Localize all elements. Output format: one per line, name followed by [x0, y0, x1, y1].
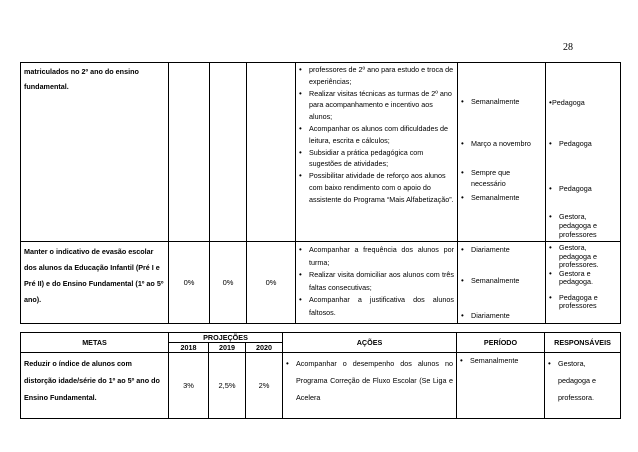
table-row [21, 353, 621, 419]
acao-text: Realizar visita domiciliar aos alunos com três faltas consecutivas; [309, 270, 454, 292]
header-row [21, 333, 621, 343]
year-2020-header: 2020 [246, 343, 283, 353]
responsaveis-cell [546, 242, 621, 324]
responsavel-item [548, 355, 617, 406]
periodo-text: Sempre que necessário [471, 167, 511, 189]
acao-text: Subsidiar a prática pedagógica com sugestões de atividades; [309, 147, 424, 169]
acoes-cell [296, 63, 458, 242]
goals-table [20, 332, 621, 419]
acao-text: Acompanhar a justificativa dos alunos faltosos. [309, 295, 454, 317]
responsavel-text: Gestora, pedagoga e professora. [558, 359, 596, 402]
acao-text: Acompanhar a frequência dos alunos por turma; [309, 245, 454, 267]
projection-2020-cell: 0% [247, 242, 296, 324]
periodo-cell [457, 353, 545, 419]
goals-table-continued [20, 62, 621, 324]
projection-2018-cell [169, 63, 210, 242]
responsaveis-cell [546, 63, 621, 242]
acao-item [299, 147, 454, 171]
periodo-text: Semanalmente [471, 193, 520, 203]
acao-text: Acompanhar o desempenho dos alunos no Programa Correção de Fluxo Escolar (Se Liga e Acelera [296, 359, 453, 402]
acao-item [299, 64, 454, 88]
periodo-text: Semanalmente [470, 356, 519, 365]
meta-text: Manter o indicativo de evasão escolar dos alunos da Educação Infantil (Pré I e Pré II) e do Ensino Fundamental (1º ao 5º ano). [24, 247, 164, 304]
responsavel-item [549, 244, 617, 270]
table-row [21, 242, 621, 324]
periodo-cell [458, 242, 546, 324]
responsaveis-header: RESPONSÁVEIS [545, 333, 621, 353]
projection-2018-cell: 0% [169, 242, 210, 324]
periodo-text: Março a novembro [471, 138, 531, 148]
responsavel-item [549, 294, 617, 311]
responsavel-text: Pedagoga [559, 139, 592, 148]
periodo-text: Diariamente [471, 311, 510, 320]
periodo-item [460, 355, 541, 366]
responsavel-item [549, 139, 617, 148]
projection-2019-cell: 0% [210, 242, 247, 324]
projection-2019-cell: 2,5% [209, 353, 246, 419]
periodo-item [461, 192, 542, 204]
acao-text: professores de 2º ano para estudo e troca de experiências; [309, 65, 454, 86]
responsavel-text: Pedagoga [552, 98, 585, 107]
periodo-item [461, 275, 542, 286]
meta-cell [21, 353, 169, 419]
projection-2020-cell: 2% [246, 353, 283, 419]
responsavel-text: Gestora e pedagoga. [559, 268, 593, 286]
acao-item [299, 123, 454, 147]
responsavel-text: Pedagoga e professores [559, 292, 598, 310]
acoes-cell [296, 242, 458, 324]
responsavel-item [549, 184, 617, 193]
projecoes-header: PROJEÇÕES [169, 333, 283, 343]
meta-cell [21, 242, 169, 324]
acao-text: Possibilitar atividade de reforço aos alunos com baixo rendimento com o apoio do assistente do Programa “Mais Alfabetização”. [309, 171, 454, 204]
projection-2020-cell [247, 63, 296, 242]
acao-item [286, 355, 453, 406]
projection-2018-cell: 3% [169, 353, 209, 419]
responsavel-text: Gestora, pedagoga e professores. [559, 243, 599, 269]
acao-item [299, 294, 454, 319]
acoes-header: AÇÕES [283, 333, 457, 353]
periodo-text: Semanalmente [471, 276, 520, 285]
periodo-item [461, 310, 542, 321]
periodo-header: PERÍODO [457, 333, 545, 353]
metas-header: METAS [21, 333, 169, 353]
acao-text: Realizar visitas técnicas as turmas de 2º ano para acompanhamento e incentivo aos alunos; [309, 88, 452, 122]
responsavel-text: Pedagoga [559, 184, 592, 193]
acao-item [299, 244, 454, 269]
page-number: 28 [563, 42, 573, 53]
periodo-item [461, 167, 542, 191]
responsavel-item [549, 98, 617, 107]
acao-item [299, 269, 454, 294]
periodo-item [461, 96, 542, 108]
periodo-item [461, 138, 542, 150]
periodo-text: Semanalmente [471, 97, 520, 106]
table-row [21, 63, 621, 242]
acao-item [299, 170, 454, 205]
responsaveis-cell [545, 353, 621, 419]
year-2018-header: 2018 [169, 343, 209, 353]
meta-text: Reduzir o índice de alunos com distorção idade/série do 1º ao 5º ano do Ensino Fundamental. [24, 359, 160, 402]
responsavel-text: Gestora, pedagoga e professores [559, 212, 597, 239]
periodo-item [461, 244, 542, 255]
acao-item [299, 88, 454, 123]
projection-2019-cell [210, 63, 247, 242]
meta-text: matriculados no 2º ano do ensino fundamental. [24, 67, 139, 91]
responsavel-item [549, 270, 617, 287]
responsavel-item [549, 212, 617, 239]
year-2019-header: 2019 [209, 343, 246, 353]
periodo-cell [458, 63, 546, 242]
meta-cell [21, 63, 169, 242]
periodo-text: Diariamente [471, 245, 510, 254]
acoes-cell [283, 353, 457, 419]
acao-text: Acompanhar os alunos com dificuldades de leitura, escrita e cálculos; [309, 123, 449, 145]
